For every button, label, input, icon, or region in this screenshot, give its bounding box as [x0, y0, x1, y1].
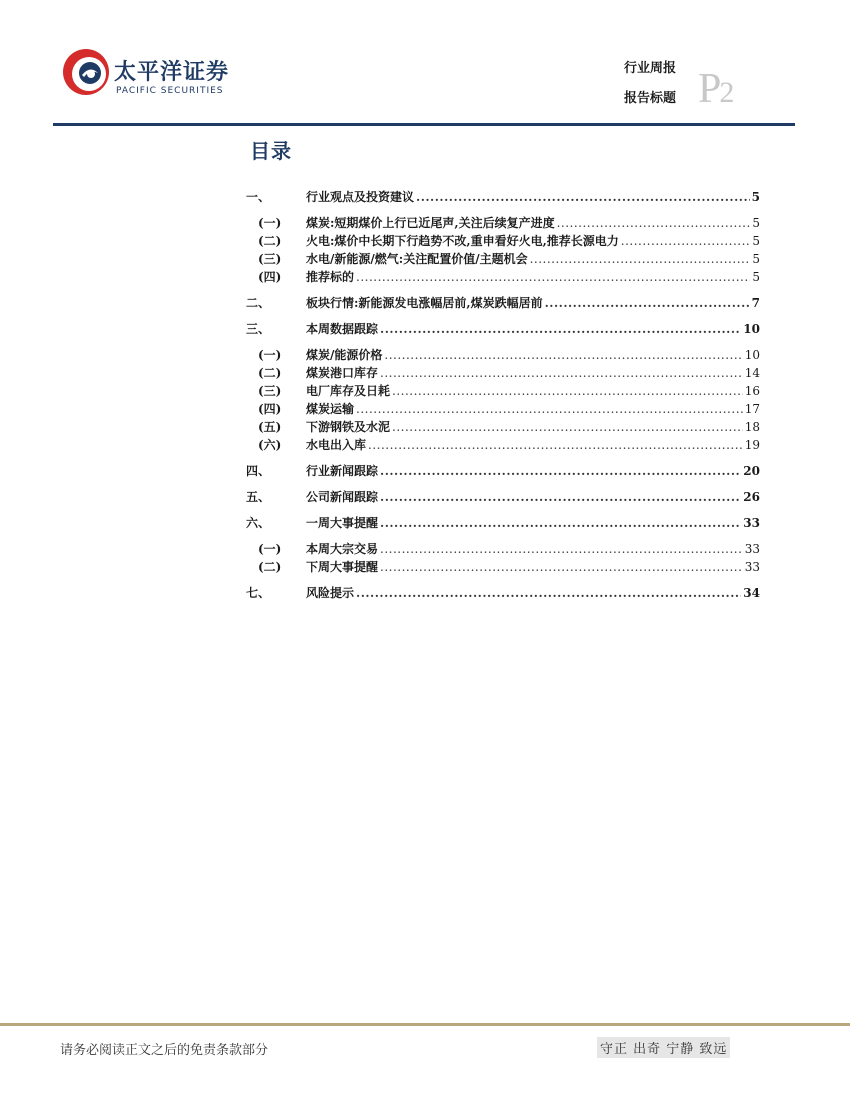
toc-entry-page: 14 [744, 366, 760, 380]
toc-entry-number: 二、 [246, 296, 271, 310]
toc-entry[interactable] [246, 558, 760, 576]
toc-entry-number: 一、 [246, 190, 271, 204]
toc-entry[interactable] [246, 462, 760, 480]
toc-entry[interactable] [246, 400, 760, 418]
toc-entry-text: 水电/新能源/燃气:关注配置价值/主题机会 [306, 252, 528, 266]
toc-dot-leader [380, 464, 741, 478]
page-letter: P [698, 66, 720, 112]
toc-dot-leader [416, 190, 750, 204]
toc-entry-text: 水电出入库 [306, 438, 367, 452]
toc-entry-page: 7 [751, 296, 760, 310]
logo-chinese-name: 太平洋证券 [114, 60, 230, 85]
toc-entry-page: 16 [744, 384, 760, 398]
toc-entry[interactable] [246, 584, 760, 602]
toc-entry-page: 34 [743, 586, 760, 600]
toc-entry[interactable] [246, 436, 760, 454]
toc-entry-text: 风险提示 [306, 586, 355, 600]
toc-entry[interactable] [246, 418, 760, 436]
toc-entry-page: 33 [743, 516, 760, 530]
toc-entry-text: 煤炭:短期煤价上行已近尾声,关注后续复产进度 [306, 216, 555, 230]
footer-disclaimer: 请务必阅读正文之后的免责条款部分 [60, 1043, 269, 1058]
toc-entry-text: 煤炭港口库存 [306, 366, 379, 380]
toc-entry-text: 行业新闻跟踪 [306, 464, 379, 478]
toc-entry-number: 三、 [246, 322, 271, 336]
toc-entry[interactable] [246, 232, 760, 250]
toc-entry-page: 10 [744, 348, 760, 362]
toc-dot-leader [380, 322, 741, 336]
toc-entry-text: 本周数据跟踪 [306, 322, 379, 336]
toc-entry[interactable] [246, 320, 760, 338]
toc-entry-number: (二) [258, 560, 282, 574]
toc-entry-number: (四) [258, 270, 282, 284]
toc-entry-number: (一) [258, 542, 282, 556]
toc-entry-text: 下游钢铁及水泥 [306, 420, 391, 434]
logo-english-name: PACIFIC SECURITIES [116, 86, 224, 96]
toc-dot-leader [380, 366, 743, 380]
toc-dot-leader [530, 252, 751, 266]
toc-dot-leader [368, 438, 743, 452]
toc-entry-page: 10 [743, 322, 760, 336]
toc-entry[interactable] [246, 540, 760, 558]
toc-entry[interactable] [246, 294, 760, 312]
toc-entry[interactable] [246, 514, 760, 532]
toc-entry-number: 七、 [246, 586, 271, 600]
toc-dot-leader [380, 542, 743, 556]
header-divider [53, 123, 795, 126]
toc-entry-page: 33 [744, 560, 760, 574]
toc-entry-number: 五、 [246, 490, 271, 504]
toc-entry-page: 20 [743, 464, 760, 478]
toc-entry-page: 33 [744, 542, 760, 556]
toc-entry-text: 煤炭运输 [306, 402, 355, 416]
toc-entry-number: (二) [258, 366, 282, 380]
toc-entry-text: 公司新闻跟踪 [306, 490, 379, 504]
toc-entry-page: 18 [744, 420, 760, 434]
toc-dot-leader [356, 402, 743, 416]
toc-entry-text: 行业观点及投资建议 [306, 190, 415, 204]
toc-dot-leader [380, 516, 741, 530]
toc-entry-number: (一) [258, 216, 282, 230]
toc-entry-number: (六) [258, 438, 282, 452]
toc-entry-number: (三) [258, 384, 282, 398]
toc-entry-page: 5 [752, 270, 760, 284]
toc-entry-page: 5 [752, 234, 760, 248]
toc-dot-leader [392, 384, 743, 398]
report-type: 行业周报 [624, 61, 677, 76]
toc-title: 目录 [250, 139, 292, 163]
toc-entry-number: (五) [258, 420, 282, 434]
footer-divider [0, 1023, 850, 1026]
toc-dot-leader [557, 216, 751, 230]
toc-entry-text: 火电:煤价中长期下行趋势不改,重申看好火电,推荐长源电力 [306, 234, 619, 248]
toc-dot-leader [380, 490, 741, 504]
toc-entry-text: 电厂库存及日耗 [306, 384, 391, 398]
toc-entry-text: 下周大事提醒 [306, 560, 379, 574]
toc-entry-number: (四) [258, 402, 282, 416]
toc-entry-text: 推荐标的 [306, 270, 355, 284]
toc-entry-number: (二) [258, 234, 282, 248]
toc-entry-page: 5 [751, 190, 760, 204]
toc-entry-number: 六、 [246, 516, 271, 530]
toc-entry-page: 17 [744, 402, 760, 416]
toc-entry-text: 板块行情:新能源发电涨幅居前,煤炭跌幅居前 [306, 296, 543, 310]
toc-entry-page: 5 [752, 216, 760, 230]
toc-entry[interactable] [246, 268, 760, 286]
toc-entry-page: 19 [744, 438, 760, 452]
toc-entry[interactable] [246, 346, 760, 364]
footer-motto: 守正 出奇 宁静 致远 [597, 1037, 730, 1058]
toc-entry[interactable] [246, 382, 760, 400]
toc-entry-number: (一) [258, 348, 282, 362]
toc-entry-text: 一周大事提醒 [306, 516, 379, 530]
page-number-mark [698, 68, 732, 110]
toc-dot-leader [380, 560, 743, 574]
company-logo [60, 45, 260, 115]
toc-entry[interactable] [246, 364, 760, 382]
toc-dot-leader [356, 270, 750, 284]
toc-entry[interactable] [246, 250, 760, 268]
report-title: 报告标题 [624, 91, 677, 106]
toc-entry-text: 本周大宗交易 [306, 542, 379, 556]
toc-dot-leader [392, 420, 743, 434]
toc-dot-leader [545, 296, 750, 310]
toc-entry-number: (三) [258, 252, 282, 266]
toc-dot-leader [384, 348, 742, 362]
toc-entry-page: 5 [752, 252, 760, 266]
pacific-securities-logo-icon [60, 45, 112, 97]
toc-entry[interactable] [246, 488, 760, 506]
toc-dot-leader [621, 234, 751, 248]
toc-entry[interactable] [246, 188, 760, 206]
toc-entry-page: 26 [743, 490, 760, 504]
toc-dot-leader [356, 586, 741, 600]
toc-entry[interactable] [246, 214, 760, 232]
toc-entry-number: 四、 [246, 464, 271, 478]
page-number: 2 [719, 76, 733, 109]
toc-entry-text: 煤炭/能源价格 [306, 348, 383, 362]
